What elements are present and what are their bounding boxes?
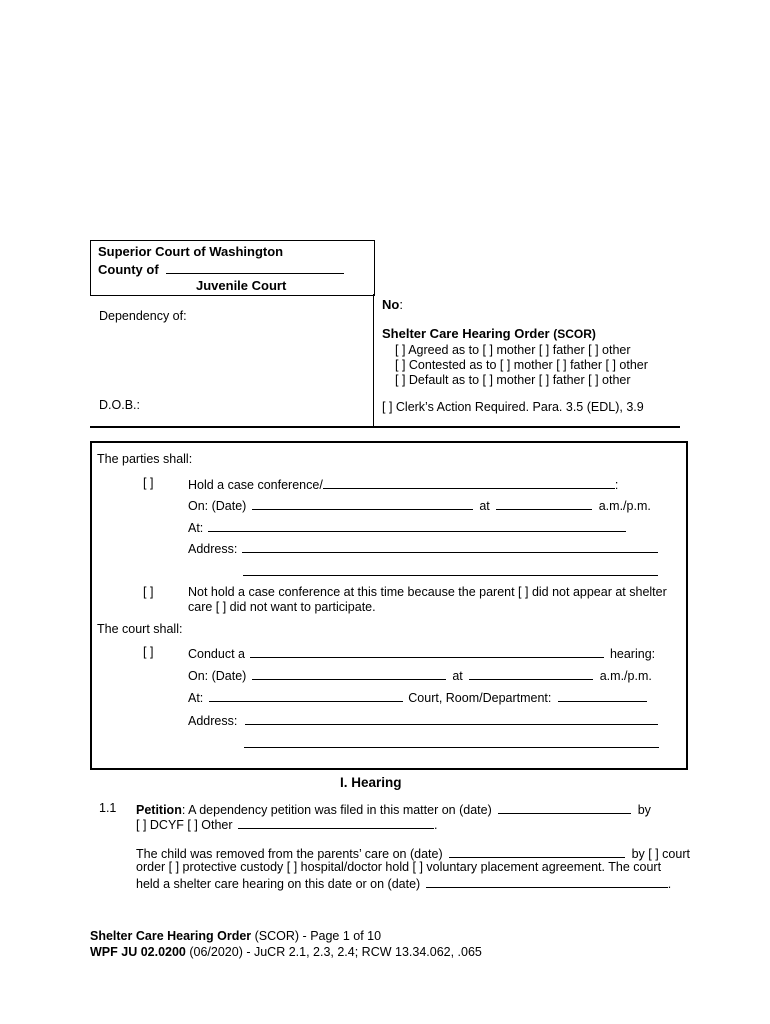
hearing-address-field[interactable]	[245, 712, 658, 725]
conduct-hearing-row	[188, 645, 655, 661]
county-field[interactable]	[166, 261, 344, 274]
case-number-colon: :	[399, 297, 403, 312]
removal-date-label: The child was removed from the parents’ care on (date)	[136, 847, 443, 861]
hold-conference-row	[188, 476, 618, 492]
hearing-date-field[interactable]	[252, 667, 446, 680]
hearing-ampm-label: a.m./p.m.	[599, 669, 652, 683]
hold-conference-colon: :	[614, 478, 619, 492]
dob-label: D.O.B.:	[99, 398, 140, 412]
hearing-date-row	[188, 667, 652, 683]
caption-bottom-rule	[90, 426, 680, 428]
petitioner-period: .	[434, 818, 438, 832]
footer-citation: (06/2020) - JuCR 2.1, 2.3, 2.4; RCW 13.34.062, .065	[185, 945, 482, 959]
hearing-label: hearing:	[609, 647, 656, 661]
agreed-option[interactable]: [ ] Agreed as to [ ] mother [ ] father [ ] other	[395, 343, 631, 357]
county-label: County of	[98, 262, 159, 277]
removal-line3	[136, 875, 671, 891]
footer-page: (SCOR) - Page 1 of 10	[251, 929, 382, 943]
hearing-court-field[interactable]	[209, 689, 403, 702]
petition-row	[136, 801, 651, 817]
hearing-type-field[interactable]	[250, 645, 604, 658]
case-number-label: No	[382, 297, 400, 312]
conference-address-row	[188, 540, 658, 556]
conference-address-field-2[interactable]	[243, 563, 658, 576]
form-code: (SCOR)	[553, 327, 596, 341]
room-department-field[interactable]	[558, 689, 647, 702]
contested-option[interactable]: [ ] Contested as to [ ] mother [ ] father [ ] other	[395, 358, 648, 372]
form-title-row	[382, 326, 596, 341]
form-title: Shelter Care Hearing Order	[382, 326, 550, 341]
parties-shall-label: The parties shall:	[97, 452, 193, 466]
not-hold-line2: care [ ] did not want to participate.	[188, 600, 376, 614]
conference-location-row	[188, 519, 626, 535]
petition-date-field[interactable]	[498, 801, 631, 814]
footer-form-row	[90, 945, 482, 959]
juvenile-court-label: Juvenile Court	[196, 278, 287, 293]
removal-by-court-checkbox[interactable]: by [ ] court	[631, 847, 690, 861]
hearing-time-field[interactable]	[469, 667, 593, 680]
hearing-address-field-2[interactable]	[244, 735, 659, 748]
case-number-row	[382, 297, 403, 312]
removal-line1	[136, 845, 690, 861]
conference-address-label: Address:	[188, 542, 238, 556]
footer-title-row	[90, 929, 381, 943]
hearing-location-row	[188, 689, 647, 705]
not-hold-conference-checkbox[interactable]: [ ]	[143, 585, 154, 599]
hearing-date-label: On: (Date)	[188, 669, 247, 683]
dcyf-other-checkbox[interactable]: [ ] DCYF [ ] Other	[136, 818, 233, 832]
conference-location-field[interactable]	[208, 519, 626, 532]
shelter-hearing-date-label: held a shelter care hearing on this date or on (date)	[136, 877, 421, 891]
petition-label: Petition	[136, 803, 182, 817]
caption-divider	[373, 294, 374, 426]
hold-conference-label: Hold a case conference/	[188, 478, 323, 492]
conference-ampm-label: a.m./p.m.	[598, 499, 651, 513]
section-number: 1.1	[99, 801, 117, 815]
dependency-label: Dependency of:	[99, 309, 187, 323]
conference-type-field[interactable]	[323, 476, 615, 489]
conduct-hearing-checkbox[interactable]: [ ]	[143, 645, 154, 659]
petitioner-row	[136, 816, 438, 832]
petition-text: : A dependency petition was filed in this matter on (date)	[181, 803, 492, 817]
conference-at-colon-label: At:	[188, 521, 204, 535]
hold-conference-checkbox[interactable]: [ ]	[143, 476, 154, 490]
hearing-address-row	[188, 712, 658, 728]
shelter-hearing-date-field[interactable]	[426, 875, 668, 888]
removal-line2: order [ ] protective custody [ ] hospital/doctor hold [ ] voluntary placement agreement. The court	[136, 860, 662, 874]
court-name: Superior Court of Washington	[98, 244, 284, 259]
footer-title: Shelter Care Hearing Order	[90, 929, 252, 943]
conduct-label: Conduct a	[188, 647, 245, 661]
conference-time-field[interactable]	[496, 497, 592, 510]
removal-date-field[interactable]	[449, 845, 625, 858]
conference-date-row	[188, 497, 651, 513]
conference-address-field[interactable]	[242, 540, 658, 553]
petitioner-other-field[interactable]	[238, 816, 434, 829]
section-heading-hearing: I. Hearing	[340, 775, 402, 790]
hearing-at-colon-label: At:	[188, 691, 204, 705]
not-hold-line1: Not hold a case conference at this time because the parent [ ] did not appear at shelter	[188, 585, 667, 599]
default-option[interactable]: [ ] Default as to [ ] mother [ ] father [ ] other	[395, 373, 631, 387]
court-room-label: Court, Room/Department:	[408, 691, 552, 705]
footer-form-number: WPF JU 02.0200	[90, 945, 186, 959]
conference-date-field[interactable]	[252, 497, 473, 510]
county-row	[98, 261, 344, 277]
hearing-at-label: at	[452, 669, 463, 683]
conference-date-label: On: (Date)	[188, 499, 247, 513]
hearing-address-label: Address:	[188, 714, 238, 728]
clerk-action-checkbox[interactable]: [ ] Clerk’s Action Required. Para. 3.5 (EDL), 3.9	[382, 400, 644, 414]
petition-by-label: by	[637, 803, 651, 817]
conference-at-label: at	[479, 499, 490, 513]
shelter-period: .	[667, 877, 672, 891]
court-shall-label: The court shall:	[97, 622, 183, 636]
